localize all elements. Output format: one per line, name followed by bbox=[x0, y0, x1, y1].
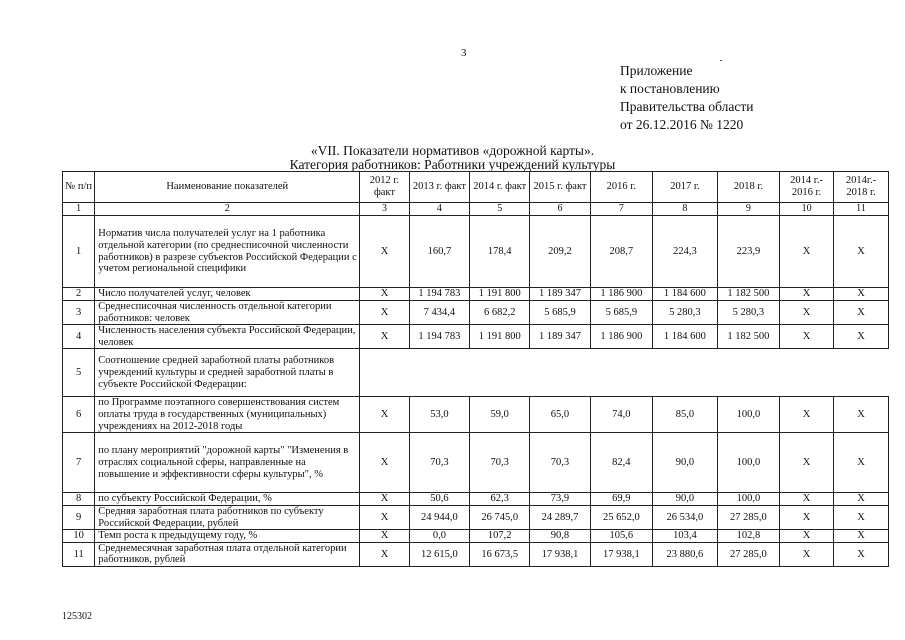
value-cell: 1 189 347 bbox=[530, 288, 590, 301]
table-row bbox=[63, 530, 889, 543]
value-cell: 0,0 bbox=[409, 530, 469, 543]
value-cell: Х bbox=[834, 433, 889, 493]
value-cell: 103,4 bbox=[653, 530, 718, 543]
footer-code: 125302 bbox=[62, 611, 92, 622]
value-cell: Х bbox=[834, 530, 889, 543]
value-cell: 17 938,1 bbox=[590, 542, 652, 566]
header-cell: 2014 г. факт bbox=[470, 172, 530, 203]
column-number: 3 bbox=[360, 203, 410, 216]
value-cell: 7 434,4 bbox=[409, 301, 469, 325]
value-cell: 100,0 bbox=[717, 493, 779, 506]
value-cell: Х bbox=[834, 505, 889, 529]
value-cell: 1 184 600 bbox=[653, 288, 718, 301]
row-number: 5 bbox=[63, 349, 95, 397]
column-number: 4 bbox=[409, 203, 469, 216]
value-cell: Х bbox=[780, 530, 834, 543]
value-cell: 6 682,2 bbox=[470, 301, 530, 325]
value-cell: 74,0 bbox=[590, 397, 652, 433]
value-cell: 1 184 600 bbox=[653, 325, 718, 349]
value-cell: 26 745,0 bbox=[470, 505, 530, 529]
value-cell: 70,3 bbox=[409, 433, 469, 493]
value-cell: 73,9 bbox=[530, 493, 590, 506]
value-cell: 17 938,1 bbox=[530, 542, 590, 566]
page-number: 3 bbox=[461, 47, 467, 59]
value-cell: Х bbox=[360, 397, 410, 433]
value-cell: Х bbox=[360, 433, 410, 493]
value-cell: 82,4 bbox=[590, 433, 652, 493]
header-cell: 2016 г. bbox=[590, 172, 652, 203]
table-row bbox=[63, 505, 889, 529]
value-cell: 1 182 500 bbox=[717, 288, 779, 301]
value-cell: Х bbox=[360, 325, 410, 349]
document-title: «VII. Показатели нормативов «дорожной карты». bbox=[310, 143, 595, 158]
value-cell: 24 289,7 bbox=[530, 505, 590, 529]
indicator-name: Норматив числа получателей услуг на 1 работника отдельной категории (по среднесписочной численности работников) в разрезе субъектов Российской Федерации с учетом региональной специфики bbox=[95, 216, 360, 288]
row-number: 3 bbox=[63, 301, 95, 325]
table-row bbox=[63, 349, 889, 397]
table-row bbox=[63, 493, 889, 506]
value-cell: Х bbox=[834, 301, 889, 325]
value-cell: Х bbox=[780, 301, 834, 325]
indicator-name: по субъекту Российской Федерации, % bbox=[95, 493, 360, 506]
scan-speck bbox=[720, 60, 722, 61]
column-number: 7 bbox=[590, 203, 652, 216]
row-number: 9 bbox=[63, 505, 95, 529]
value-cell: 100,0 bbox=[717, 433, 779, 493]
column-number: 6 bbox=[530, 203, 590, 216]
value-cell: 1 191 800 bbox=[470, 288, 530, 301]
appendix-line: Правительства области bbox=[620, 99, 754, 114]
header-cell: 2014г.- 2018 г. bbox=[834, 172, 889, 203]
value-cell: 160,7 bbox=[409, 216, 469, 288]
row-number: 6 bbox=[63, 397, 95, 433]
header-cell: № п/п bbox=[63, 172, 95, 203]
value-cell: Х bbox=[780, 216, 834, 288]
value-cell: Х bbox=[360, 216, 410, 288]
value-cell: 27 285,0 bbox=[717, 505, 779, 529]
value-cell: 90,8 bbox=[530, 530, 590, 543]
indicator-name: по плану мероприятий "дорожной карты" "Изменения в отраслях социальной сферы, направленные на повышение и эффективности сферы культуры", % bbox=[95, 433, 360, 493]
header-cell: 2017 г. bbox=[653, 172, 718, 203]
value-cell: Х bbox=[360, 493, 410, 506]
value-cell: Х bbox=[834, 542, 889, 566]
table-row bbox=[63, 397, 889, 433]
value-cell: Х bbox=[834, 397, 889, 433]
value-cell: 26 534,0 bbox=[653, 505, 718, 529]
value-cell: 24 944,0 bbox=[409, 505, 469, 529]
value-cell: 1 186 900 bbox=[590, 288, 652, 301]
value-cell: Х bbox=[360, 301, 410, 325]
value-cell: Х bbox=[360, 505, 410, 529]
value-cell: 70,3 bbox=[530, 433, 590, 493]
value-cell: 1 189 347 bbox=[530, 325, 590, 349]
header-cell: 2012 г. факт bbox=[360, 172, 410, 203]
indicator-name: Число получателей услуг, человек bbox=[95, 288, 360, 301]
column-number: 5 bbox=[470, 203, 530, 216]
value-cell: 107,2 bbox=[470, 530, 530, 543]
header-cell: 2015 г. факт bbox=[530, 172, 590, 203]
header-cell: 2013 г. факт bbox=[409, 172, 469, 203]
header-cell: Наименование показателей bbox=[95, 172, 360, 203]
value-cell: 1 186 900 bbox=[590, 325, 652, 349]
value-cell: 16 673,5 bbox=[470, 542, 530, 566]
value-cell: 65,0 bbox=[530, 397, 590, 433]
column-number: 10 bbox=[780, 203, 834, 216]
indicator-name: по Программе поэтапного совершенствования систем оплаты труда в государственных (муниципальных) учреждениях на 2012-2018 годы bbox=[95, 397, 360, 433]
value-cell: Х bbox=[360, 530, 410, 543]
value-cell: Х bbox=[360, 542, 410, 566]
column-number-row bbox=[63, 203, 889, 216]
value-cell: 23 880,6 bbox=[653, 542, 718, 566]
value-cell: Х bbox=[360, 288, 410, 301]
value-cell: Х bbox=[780, 505, 834, 529]
value-cell: Х bbox=[780, 288, 834, 301]
value-cell: 53,0 bbox=[409, 397, 469, 433]
column-number: 9 bbox=[717, 203, 779, 216]
value-cell: 105,6 bbox=[590, 530, 652, 543]
value-cell: 223,9 bbox=[717, 216, 779, 288]
appendix-block bbox=[620, 62, 753, 134]
value-cell: Х bbox=[834, 325, 889, 349]
indicator-name: Соотношение средней заработной платы работников учреждений культуры и средней заработной платы в субъекте Российской Федерации: bbox=[95, 349, 360, 397]
indicators-table bbox=[62, 171, 889, 567]
value-cell: Х bbox=[780, 433, 834, 493]
column-number: 8 bbox=[653, 203, 718, 216]
row-number: 2 bbox=[63, 288, 95, 301]
value-cell: 25 652,0 bbox=[590, 505, 652, 529]
row-number: 8 bbox=[63, 493, 95, 506]
value-cell: Х bbox=[780, 397, 834, 433]
value-cell: 90,0 bbox=[653, 433, 718, 493]
table-row bbox=[63, 216, 889, 288]
row-number: 1 bbox=[63, 216, 95, 288]
table-row bbox=[63, 542, 889, 566]
value-cell: 208,7 bbox=[590, 216, 652, 288]
value-cell: Х bbox=[780, 325, 834, 349]
appendix-line: Приложение bbox=[620, 63, 693, 78]
column-number: 11 bbox=[834, 203, 889, 216]
indicator-name: Средняя заработная плата работников по субъекту Российской Федерации, рублей bbox=[95, 505, 360, 529]
value-cell: 5 685,9 bbox=[530, 301, 590, 325]
value-cell: Х bbox=[780, 542, 834, 566]
value-cell: 102,8 bbox=[717, 530, 779, 543]
column-number: 1 bbox=[63, 203, 95, 216]
value-cell: 5 280,3 bbox=[717, 301, 779, 325]
indicator-name: Среднесписочная численность отдельной категории работников: человек bbox=[95, 301, 360, 325]
header-cell: 2018 г. bbox=[717, 172, 779, 203]
value-cell: 1 191 800 bbox=[470, 325, 530, 349]
value-cell: Х bbox=[834, 216, 889, 288]
row-number: 7 bbox=[63, 433, 95, 493]
value-cell: 69,9 bbox=[590, 493, 652, 506]
value-cell: 90,0 bbox=[653, 493, 718, 506]
header-row bbox=[63, 172, 889, 203]
value-cell: 50,6 bbox=[409, 493, 469, 506]
value-cell: 62,3 bbox=[470, 493, 530, 506]
value-cell: 1 194 783 bbox=[409, 325, 469, 349]
table-row bbox=[63, 433, 889, 493]
appendix-line: от 26.12.2016 № 1220 bbox=[620, 117, 744, 132]
table-row bbox=[63, 288, 889, 301]
indicator-name: Темп роста к предыдущему году, % bbox=[95, 530, 360, 543]
empty-value-cell bbox=[360, 349, 889, 397]
header-cell: 2014 г.- 2016 г. bbox=[780, 172, 834, 203]
value-cell: 27 285,0 bbox=[717, 542, 779, 566]
value-cell: 70,3 bbox=[470, 433, 530, 493]
column-number: 2 bbox=[95, 203, 360, 216]
value-cell: 59,0 bbox=[470, 397, 530, 433]
value-cell: 12 615,0 bbox=[409, 542, 469, 566]
value-cell: 5 685,9 bbox=[590, 301, 652, 325]
value-cell: 85,0 bbox=[653, 397, 718, 433]
row-number: 10 bbox=[63, 530, 95, 543]
value-cell: 1 194 783 bbox=[409, 288, 469, 301]
indicator-name: Численность населения субъекта Российской Федерации, человек bbox=[95, 325, 360, 349]
value-cell: Х bbox=[780, 493, 834, 506]
value-cell: 1 182 500 bbox=[717, 325, 779, 349]
value-cell: 209,2 bbox=[530, 216, 590, 288]
document-subtitle: Категория работников: Работники учреждений культуры bbox=[289, 157, 616, 172]
value-cell: 224,3 bbox=[653, 216, 718, 288]
row-number: 11 bbox=[63, 542, 95, 566]
value-cell: 100,0 bbox=[717, 397, 779, 433]
value-cell: Х bbox=[834, 288, 889, 301]
table-body bbox=[63, 216, 889, 567]
table-row bbox=[63, 301, 889, 325]
indicator-name: Среднемесячная заработная плата отдельной категории работников, рублей bbox=[95, 542, 360, 566]
value-cell: 5 280,3 bbox=[653, 301, 718, 325]
appendix-line: к постановлению bbox=[620, 81, 720, 96]
value-cell: 178,4 bbox=[470, 216, 530, 288]
value-cell: Х bbox=[834, 493, 889, 506]
table-row bbox=[63, 325, 889, 349]
row-number: 4 bbox=[63, 325, 95, 349]
